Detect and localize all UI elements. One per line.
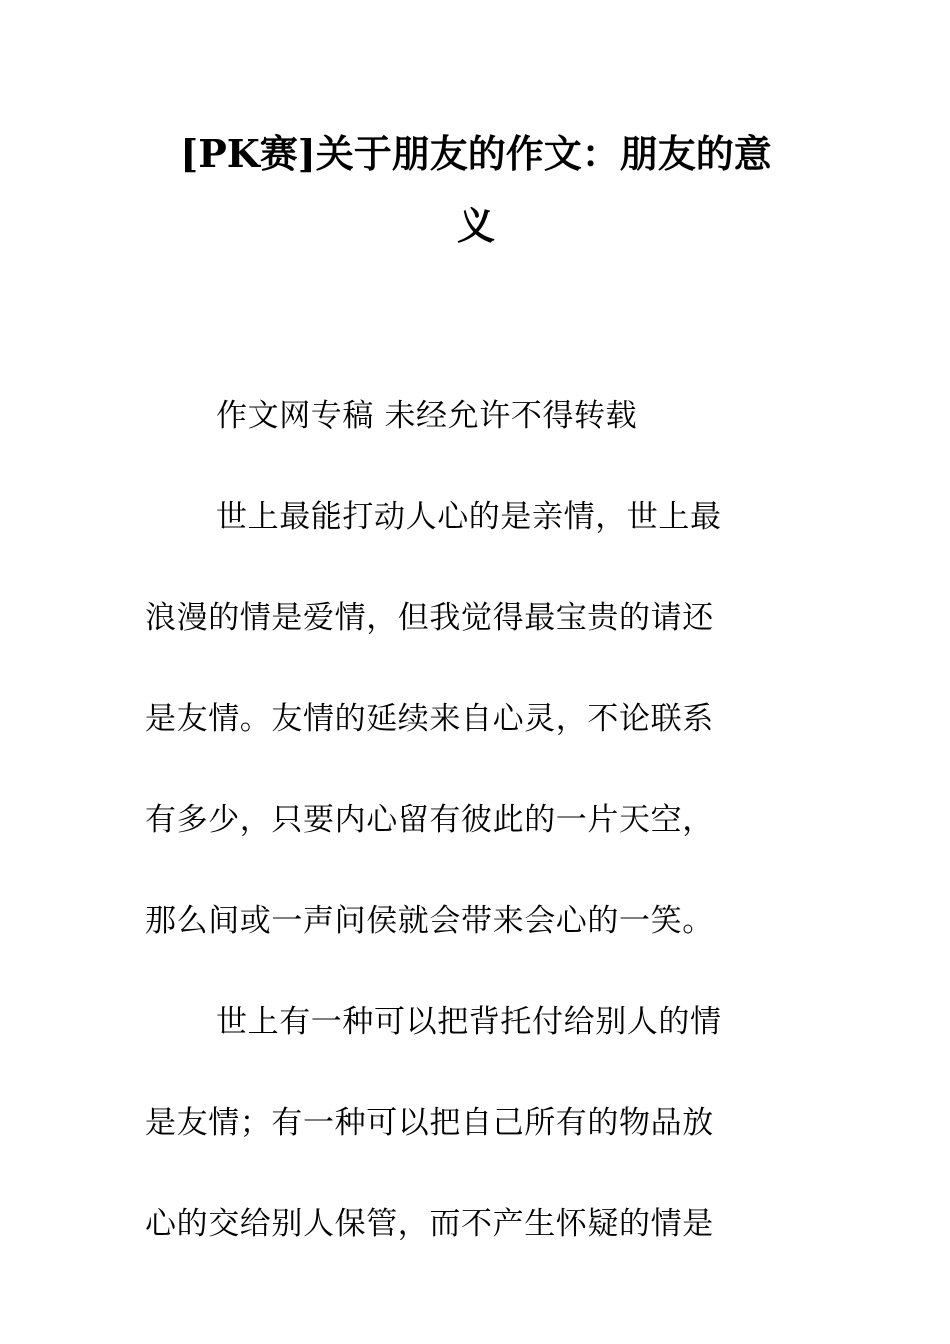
paragraph-line: 是友情；有一种可以把自己所有的物品放 [145, 1105, 714, 1141]
paragraph [145, 972, 780, 1275]
paragraph-line: 那么间或一声问侯就会带来会心的一笑。 [145, 903, 714, 939]
paragraph-line: 浪漫的情是爱情，但我觉得最宝贵的请还 [145, 600, 714, 636]
title-line: [PK赛]关于朋友的作文：朋友的意 [180, 131, 772, 176]
paragraph-line: 世上有一种可以把背托付给别人的情 [216, 1004, 722, 1040]
paragraph-line: 有多少，只要内心留有彼此的一片天空， [145, 802, 714, 838]
paragraph-line: 世上最能打动人心的是亲情，世上最 [216, 499, 722, 535]
paragraph [145, 467, 780, 972]
paragraph-line: 作文网专稿 未经允许不得转载 [216, 398, 638, 434]
paragraph-line: 是友情。友情的延续来自心灵，不论联系 [145, 701, 714, 737]
copyright-notice [145, 366, 780, 467]
paragraph-line: 心的交给别人保管，而不产生怀疑的情是 [145, 1206, 714, 1242]
document-body [145, 366, 780, 1275]
title-line: 义 [456, 203, 495, 248]
document-title [145, 118, 807, 262]
